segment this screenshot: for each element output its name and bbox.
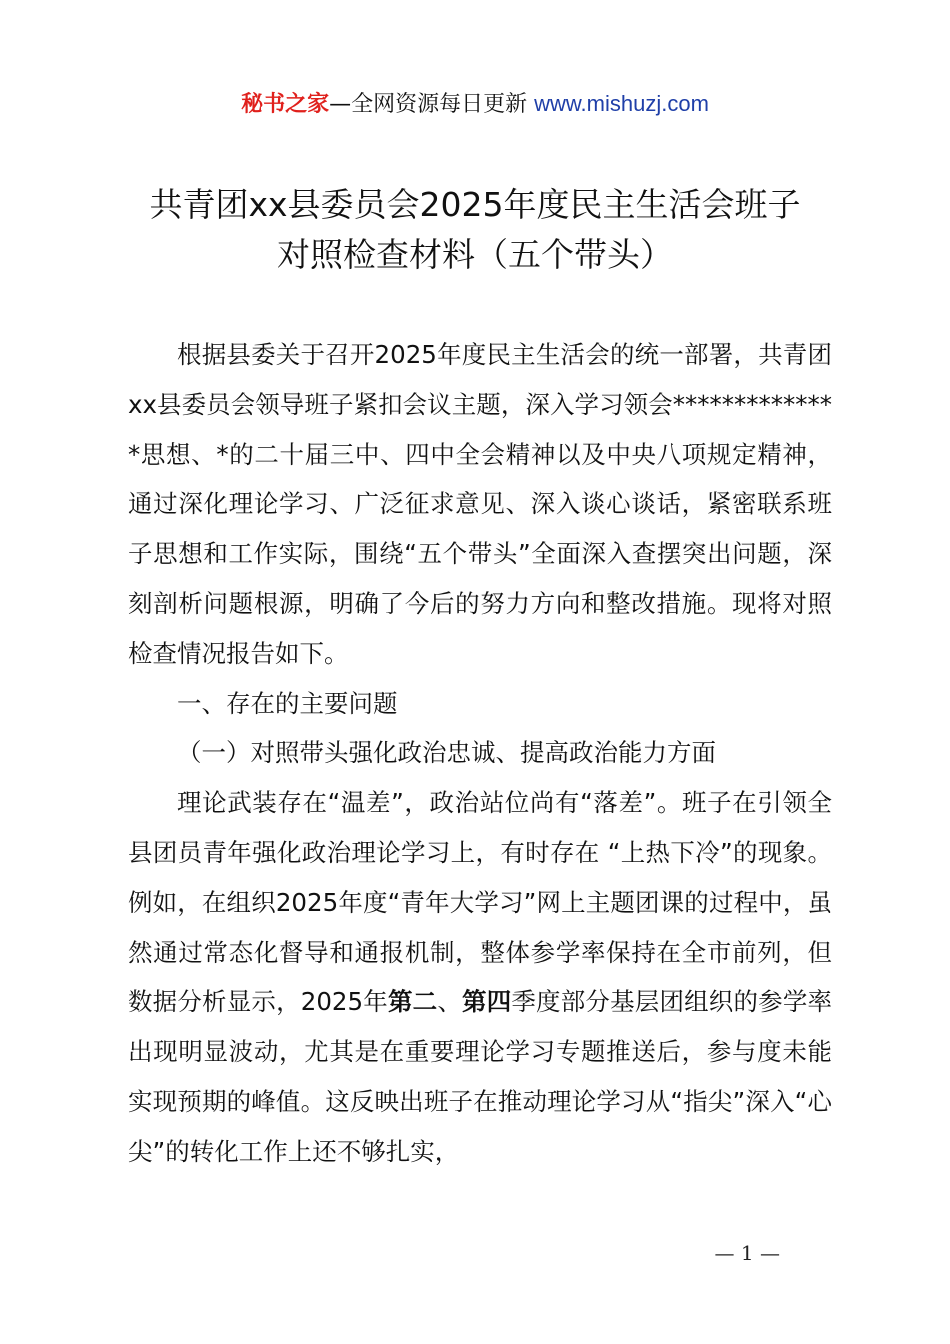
paragraph-separator: 、	[437, 987, 463, 1017]
site-url[interactable]: www.mishuzj.com	[534, 91, 709, 116]
header-tagline: —全网资源每日更新	[329, 92, 535, 117]
document-title	[100, 180, 850, 280]
intro-paragraph: 根据县委关于召开2025年度民主生活会的统一部署，共青团xx县委员会领导班子紧扣会议主题，深入学习领会**************思想、*的二十届三中、四中全会精神以及中央八项规定精神，通过深化理论学习、广泛征求意见、深入谈心谈话，紧密联系班子思想和工作实际，围绕“五个带头”全面深入查摆突出问题，深刻剖析问题根源，明确了今后的努力方向和整改措施。现将对照检查情况报告如下。	[128, 340, 832, 668]
paragraph-text-start: 理论武装存在“温差”，政治站位尚有“落差”。班子在引领全县团员青年强化政治理论学习上，有时存在 “上热下冷”的现象。例如，在组织2025年度“青年大学习”网上主题团课的过程中，虽然通过常态化督导和通报机制，整体参学率保持在全市前列，但数据分析显示，2025年	[128, 788, 832, 1017]
site-header	[0, 88, 950, 121]
bold-text-fourth: 第四	[462, 987, 512, 1017]
bold-text-second: 第二	[387, 987, 438, 1017]
title-line-2: 对照检查材料（五个带头）	[277, 235, 673, 274]
document-body	[128, 330, 832, 1177]
section-heading: 一、存在的主要问题	[177, 688, 398, 718]
page-number: — 1 —	[714, 1241, 780, 1265]
title-line-1: 共青团xx县委员会2025年度民主生活会班子	[149, 185, 801, 224]
subsection-heading: （一）对照带头强化政治忠诚、提高政治能力方面	[177, 738, 716, 768]
paragraph-text-end: 季度部分基层团组织的参学率出现明显波动，尤其是在重要理论学习专题推送后，参与度未能实现预期的峰值。这反映出班子在推动理论学习从“指尖”深入“心尖”的转化工作上还不够扎实，	[128, 987, 833, 1166]
body-paragraph	[128, 778, 832, 1176]
brand-name: 秘书之家	[241, 92, 330, 117]
